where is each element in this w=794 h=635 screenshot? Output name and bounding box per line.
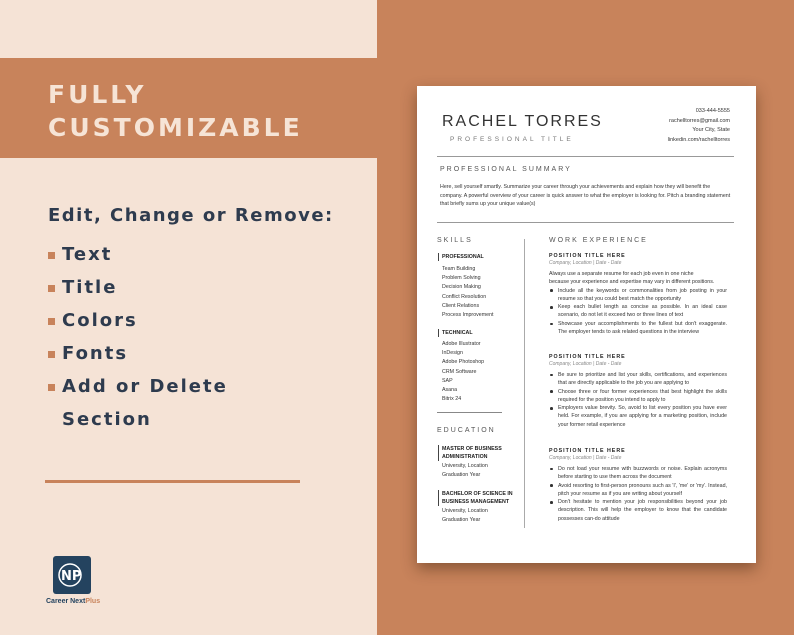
contact-phone: 033-444-5555 [695,108,730,114]
skill-item: Conflict Resolution [442,293,487,300]
np-logo-icon [53,556,91,594]
resume-divider [437,222,734,223]
education-school: University, Location [442,508,488,514]
skill-item: Team Building [442,266,476,272]
job-meta: Company, Location | Date - Date [549,361,622,367]
logo-mark: NP [61,569,82,584]
headline-line-2: CUSTOMIZABLE [48,113,303,142]
job-bullet: Be sure to prioritize and list your skills, certifications, and experiences that are directly applicable to the job you are applying to [549,371,727,388]
resume-name: RACHEL TORRES [442,113,603,130]
feature-item [48,304,334,337]
job-intro [549,270,727,287]
skill-item: Adobe Photoshop [442,359,485,366]
square-bullet-icon [48,318,55,325]
brand-logo [46,556,106,605]
job-title: POSITION TITLE HERE [549,354,626,360]
left-divider [45,480,300,483]
resume-preview [417,86,756,563]
job-bullet: Include all the keywords or commonalities from job posting in your resume so that you could best match the opportunity [549,287,727,304]
feature-item [48,337,334,370]
education-school: University, Location [442,463,488,469]
skill-item: Decision Making [442,284,481,291]
skills-professional-heading: PROFESSIONAL [438,253,518,261]
square-bullet-icon [48,351,55,358]
job-bullets [549,287,727,337]
education-heading: EDUCATION [437,427,496,434]
job-entry [549,253,727,336]
job-meta: Company, Location | Date - Date [549,455,622,461]
job-bullet: Employers value brevity. So, avoid to list every position you have ever held. For example, if you are applying for a marketing position, include your former retail experience [549,404,727,429]
skill-item: Asana [442,387,458,394]
feature-label: Fonts [62,342,129,364]
feature-label: Colors [62,309,138,331]
logo-brand-text [46,598,106,605]
feature-label: Title [62,276,118,298]
job-bullet: Don't hesitate to mention your job responsibilities beyond your job description. This will help the employer to know that the candidate possesses can-do attitude [549,498,727,523]
skills-divider [437,412,502,413]
headline-line-1: FULLY [48,80,147,109]
logo-brand-prefix: Career Next [46,598,86,605]
job-bullet: Avoid resorting to first-person pronouns such as 'I', 'me' or 'my'. Instead, pitch your resume as if you are writing about yourself [549,482,727,499]
experience-heading: WORK EXPERIENCE [549,237,648,244]
skills-professional-list [442,265,494,320]
job-title: POSITION TITLE HERE [549,253,626,259]
education-details [442,462,488,480]
skill-item: Adobe Illustrator [442,341,481,347]
education-details [442,507,488,525]
contact-location: Your City, State [692,127,730,133]
skills-heading: SKILLS [437,237,473,244]
logo-brand-suffix: Plus [85,598,101,605]
contact-email: rachelltorres@gmail.com [669,117,730,124]
feature-lead: Edit, Change or Remove: [48,205,334,226]
summary-heading: PROFESSIONAL SUMMARY [440,166,572,173]
feature-item [48,238,334,271]
column-divider [524,239,525,528]
job-entry [549,354,727,429]
skill-item: Process Improvement [442,312,494,319]
square-bullet-icon [48,285,55,292]
education-year: Graduation Year [442,517,481,524]
skill-item: Client Relations [442,302,480,309]
job-bullets [549,465,727,523]
resume-divider [437,156,734,157]
skill-item: Bitrix 24 [442,396,462,403]
feature-label: Add or Delete [62,375,228,397]
resume-contact [668,107,730,145]
square-bullet-icon [48,384,55,391]
job-bullet: Showcase your accomplishments to the fullest but don't exaggerate. The employer tends to ask related questions in the interview [549,320,727,337]
job-bullet: Choose three or four former experiences that best highlight the skills required for the position you intend to apply to [549,388,727,405]
job-bullet: Do not load your resume with buzzwords or noise. Explain acronyms before starting to use them across the document [549,465,727,482]
education-degree: MASTER OF BUSINESS ADMINISTRATION [438,445,518,461]
feature-list [48,205,334,436]
skill-item: SAP [442,377,453,384]
feature-continuation: Section [62,408,152,430]
job-intro-line: Always use a separate resume for each job even in one niche [549,271,694,277]
resume-title: PROFESSIONAL TITLE [450,136,574,143]
feature-item [48,370,334,403]
job-bullets [549,371,727,429]
job-entry [549,448,727,523]
skill-item: InDesign [442,350,463,357]
summary-text: Here, sell yourself smartly. Summarize your career through your achievements and explain how they will benefit the company. A powerful overview of your career is quick answer to what the employer is looking for. Pitch a branding statement that briefly sums up your unique value(s) [440,184,731,208]
square-bullet-icon [48,252,55,259]
job-bullet: Keep each bullet length as concise as possible. In an ideal case scenario, do not let it exceed two or three lines of text [549,303,727,320]
skill-item: CRM Software [442,368,477,375]
skills-technical-heading: TECHNICAL [438,329,518,337]
education-degree: BACHELOR OF SCIENCE IN BUSINESS MANAGEMENT [438,490,518,506]
skills-technical-list [442,340,484,404]
education-year: Graduation Year [442,472,481,479]
job-intro-line: because your experience and expertise may vary in different positions. [549,279,715,286]
feature-label: Text [62,243,113,265]
job-meta: Company, Location | Date - Date [549,260,622,266]
contact-linkedin: linkedin.com/rachelltorres [667,136,730,143]
job-title: POSITION TITLE HERE [549,448,626,454]
skill-item: Problem Solving [442,275,481,282]
feature-item [48,271,334,304]
